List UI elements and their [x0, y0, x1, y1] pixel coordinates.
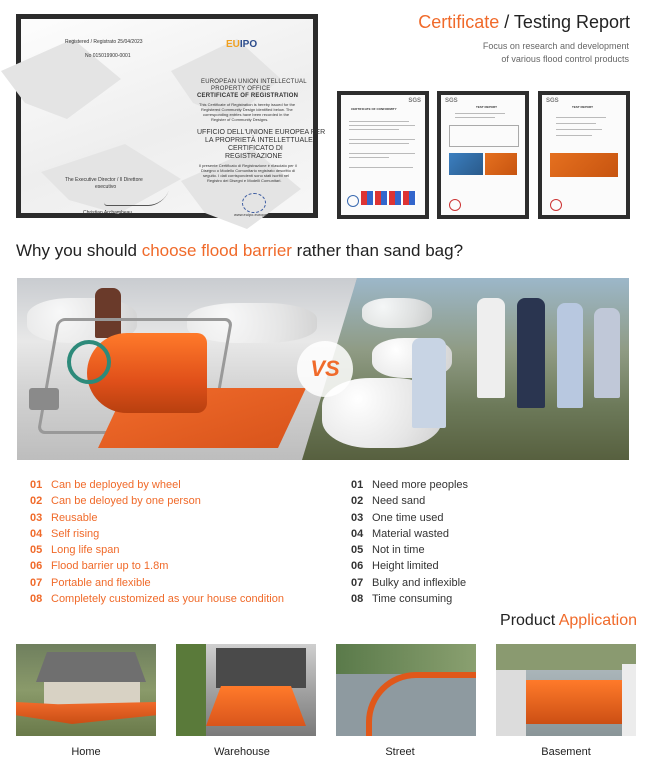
list-item	[30, 591, 284, 607]
stamp-icon	[347, 195, 359, 207]
item-number: 06	[30, 560, 43, 573]
office-name-it-1: UFFICIO DELL'UNIONE EUROPEA PER	[197, 129, 326, 136]
wall	[622, 664, 636, 736]
application-heading	[500, 612, 637, 630]
heading-part: rather than sand bag?	[291, 241, 464, 260]
home-application-photo	[16, 644, 156, 736]
reel-motor	[29, 388, 59, 410]
item-text: One time used	[372, 511, 444, 524]
list-item	[351, 477, 468, 493]
data-table	[449, 125, 519, 147]
report-brand: SGS	[546, 98, 559, 104]
item-text: Can be deployed by wheel	[51, 479, 181, 491]
item-text: Time consuming	[372, 593, 453, 606]
text-line	[556, 129, 602, 130]
flood-barrier-advantages-list	[30, 477, 284, 607]
registration-number: No 015019900-0001	[85, 53, 131, 59]
subtitle-line-2: of various flood control products	[501, 54, 629, 64]
trees-background	[336, 644, 476, 674]
eu-stars-emblem	[242, 193, 266, 213]
heading-accent: Application	[558, 612, 637, 629]
flood-barrier	[16, 702, 156, 724]
text-line	[556, 123, 596, 124]
report-brand: SGS	[408, 98, 421, 104]
list-item	[351, 493, 468, 509]
heading-rest: / Testing Report	[499, 12, 630, 32]
test-report-thumbnail	[437, 91, 529, 219]
application-label-home: Home	[71, 746, 101, 758]
garden-background	[496, 644, 636, 670]
certificate-heading	[418, 12, 630, 33]
item-number: 02	[30, 495, 43, 508]
item-number: 05	[351, 544, 364, 557]
website: www.euipo.europa.eu	[234, 212, 273, 217]
certificate-title-it-1: CERTIFICATO DI	[228, 145, 283, 152]
body-it-2: Disegno o Modello Comunitario registrato descritto di	[201, 168, 296, 173]
street-application-photo	[336, 644, 476, 736]
text-line	[349, 167, 413, 168]
stamp-icon	[550, 199, 562, 211]
body-it-4: Registro dei Disegni e Modelli Comunitari.	[207, 178, 282, 183]
item-number: 01	[351, 479, 364, 491]
worker-figure	[477, 298, 505, 398]
euipo-logo	[226, 39, 257, 50]
stamp-icon	[449, 199, 461, 211]
director-title-1: The Executive Director / Il Direttore	[65, 177, 143, 183]
report-title: TEST REPORT	[572, 105, 594, 109]
text-line	[556, 135, 592, 136]
logo-prefix: EU	[226, 39, 240, 50]
text-line	[349, 139, 415, 140]
heading-part: Product	[500, 612, 559, 629]
item-number: 03	[351, 511, 364, 524]
office-name-en-1: EUROPEAN UNION INTELLECTUAL	[201, 79, 307, 85]
list-item	[30, 558, 284, 574]
item-number: 03	[30, 511, 43, 524]
item-text: Not in time	[372, 544, 425, 557]
body-en-3: corresponding entries have been recorded in the	[203, 112, 290, 117]
test-photo	[449, 153, 483, 175]
text-line	[349, 125, 415, 126]
application-label-warehouse: Warehouse	[214, 746, 270, 758]
item-text: Can be deloyed by one person	[51, 495, 201, 508]
body-en-1: This Certificate of Registration is hereby issued for the	[199, 102, 296, 107]
report-title: CERTIFICATE OF CONFORMITY	[351, 107, 397, 111]
background-star-shape	[1, 39, 121, 119]
test-report-thumbnail	[538, 91, 630, 219]
signatory-name: Christian Archambeau	[83, 210, 133, 216]
eu-registration-certificate	[16, 14, 326, 218]
heading-accent: Certificate	[418, 12, 500, 32]
item-text: Self rising	[51, 527, 100, 540]
text-line	[349, 143, 409, 144]
list-item	[351, 575, 468, 591]
item-number: 04	[30, 527, 43, 540]
item-number: 07	[30, 576, 43, 589]
office-name-en-2: PROPERTY OFFICE	[211, 86, 271, 92]
text-line	[349, 157, 389, 158]
body-en-2: Registered Community Design identified below. The	[201, 107, 293, 112]
list-item	[30, 575, 284, 591]
item-number: 08	[30, 593, 43, 606]
sandbag-pile	[362, 298, 432, 328]
heading-accent: choose flood barrier	[141, 241, 292, 260]
house-roof	[36, 652, 146, 682]
stair-wall	[496, 670, 526, 736]
worker-figure	[412, 338, 446, 428]
comparison-heading	[16, 241, 463, 261]
item-text: Completely customized as your house condition	[51, 593, 284, 606]
report-brand: SGS	[445, 98, 458, 104]
item-text: Bulky and inflexible	[372, 576, 467, 589]
item-number: 05	[30, 544, 43, 557]
item-number: 06	[351, 560, 364, 573]
list-item	[351, 558, 468, 574]
registered-date: Registered / Registrato 25/04/2023	[65, 39, 143, 45]
test-photo	[485, 153, 517, 175]
vs-badge: VS	[297, 341, 353, 397]
list-item	[351, 591, 468, 607]
item-number: 04	[351, 527, 364, 540]
text-line	[349, 153, 415, 154]
item-text: Flood barrier up to 1.8m	[51, 560, 169, 573]
list-item	[30, 542, 284, 558]
worker-figure	[594, 308, 620, 398]
certificate-title-en: CERTIFICATE OF REGISTRATION	[197, 93, 299, 99]
item-text: Long life span	[51, 544, 120, 557]
item-text: Height limited	[372, 560, 439, 573]
text-line	[455, 117, 495, 118]
sand-bag-drawbacks-list	[351, 477, 468, 607]
list-item	[30, 477, 284, 493]
item-number: 08	[351, 593, 364, 606]
worker-figure	[557, 303, 583, 408]
list-item	[351, 510, 468, 526]
signature-stroke	[103, 191, 168, 206]
application-label-street: Street	[385, 746, 415, 758]
body-it-1: Il presente Certificato di Registrazione è rilasciato per il	[199, 163, 297, 168]
flood-barrier	[206, 686, 306, 726]
test-photo	[550, 153, 618, 177]
item-text: Need sand	[372, 495, 426, 508]
warehouse-door	[216, 648, 306, 688]
item-text: Need more peoples	[372, 479, 469, 491]
test-report-thumbnail	[337, 91, 429, 219]
text-line	[349, 129, 399, 130]
list-item	[351, 542, 468, 558]
application-label-basement: Basement	[541, 746, 591, 758]
item-number: 01	[30, 479, 43, 491]
item-text: Material wasted	[372, 527, 450, 540]
flood-barrier	[526, 680, 622, 724]
logo-rest: IPO	[239, 39, 258, 50]
list-item	[30, 493, 284, 509]
barrier-vs-sandbag-photo	[17, 278, 629, 460]
text-line	[349, 121, 409, 122]
certificate-title-it-2: REGISTRAZIONE	[225, 153, 283, 160]
report-title: TEST REPORT	[476, 105, 498, 109]
tree-foliage	[176, 644, 206, 736]
subtitle-line-1: Focus on research and development	[482, 41, 629, 51]
text-line	[556, 117, 606, 118]
item-number: 02	[351, 495, 364, 508]
body-it-3: seguito. I dati corrispondenti sono stati iscritti nel	[203, 173, 290, 178]
heading-part: Why you should	[16, 241, 142, 260]
director-title-2: esecutivo	[95, 184, 117, 190]
color-ribbon-graphic	[361, 191, 417, 205]
item-number: 07	[351, 576, 364, 589]
office-name-it-2: LA PROPRIETÀ INTELLETTUALE	[205, 137, 313, 144]
text-line	[455, 113, 505, 114]
list-item	[30, 510, 284, 526]
list-item	[30, 526, 284, 542]
item-text: Portable and flexible	[51, 576, 151, 589]
worker-figure	[517, 298, 545, 408]
item-text: Reusable	[51, 511, 98, 524]
body-en-4: Register of Community Designs.	[211, 117, 269, 122]
basement-application-photo	[496, 644, 636, 736]
warehouse-application-photo	[176, 644, 316, 736]
reel-wheel	[67, 340, 111, 384]
list-item	[351, 526, 468, 542]
certificate-subtitle	[379, 40, 629, 66]
